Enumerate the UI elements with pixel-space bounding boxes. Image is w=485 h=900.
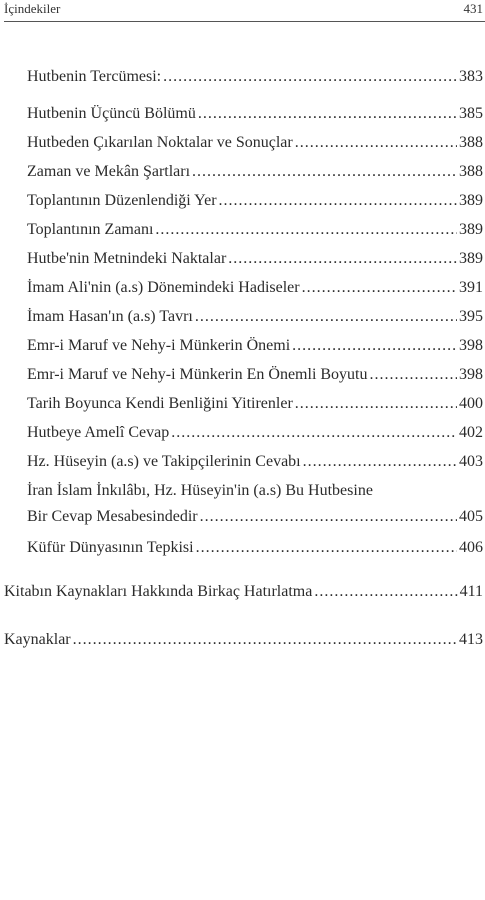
toc-entry-page: 388 (459, 134, 483, 151)
header-page-number: 431 (463, 1, 483, 16)
toc-entry-title: Hutbenin Üçüncü Bölümü (27, 105, 196, 122)
dot-leader (314, 581, 457, 603)
dot-leader (163, 66, 457, 88)
toc-entry[interactable] (27, 422, 483, 444)
toc-entry-title: Hutbe'nin Metnindeki Naktalar (27, 250, 227, 267)
toc-entry-page: 389 (459, 192, 483, 209)
toc-entry[interactable] (27, 364, 483, 386)
dot-leader (171, 422, 457, 444)
toc-entry-page: 402 (459, 424, 483, 441)
dot-leader (192, 161, 457, 183)
toc-top-entry[interactable] (4, 581, 483, 603)
dot-leader (370, 364, 458, 386)
toc-entry-title: Emr-i Maruf ve Nehy-i Münkerin En Önemli Boyutu (27, 366, 368, 383)
dot-leader (303, 451, 457, 473)
toc-entry-title: Hutbeye Amelî Cevap (27, 424, 170, 441)
toc-entry[interactable] (27, 190, 483, 212)
toc-entry[interactable] (27, 248, 483, 270)
dot-leader (295, 393, 457, 415)
toc-entry-page: 406 (459, 539, 483, 556)
toc-entry[interactable] (27, 219, 483, 241)
toc-entry-page: 403 (459, 453, 483, 470)
toc-entry[interactable] (27, 306, 483, 328)
toc-entry-page: 391 (459, 279, 483, 296)
toc-entry-title: Toplantının Düzenlendiği Yer (27, 192, 217, 209)
toc-entry-page: 385 (459, 105, 483, 122)
header-title: İçindekiler (4, 1, 61, 16)
toc-entry-page: 389 (459, 250, 483, 267)
toc-entry-title: Tarih Boyunca Kendi Benliğini Yitirenler (27, 395, 293, 412)
toc-entry-title: Emr-i Maruf ve Nehy-i Münkerin Önemi (27, 337, 291, 354)
dot-leader (295, 132, 457, 154)
dot-leader (195, 306, 457, 328)
toc-entry-title: Hz. Hüseyin (a.s) ve Takipçilerinin Cevabı (27, 453, 301, 470)
dot-leader (155, 219, 457, 241)
toc-entry-title: Küfür Dünyasının Tepkisi (27, 539, 194, 556)
toc-entry-title: Zaman ve Mekân Şartları (27, 163, 191, 180)
dot-leader (200, 506, 457, 528)
toc-entry[interactable] (27, 277, 483, 299)
toc-entry-page: 395 (459, 308, 483, 325)
toc-entry-title-line1: İran İslam İnkılâbı, Hz. Hüseyin'in (a.s) Bu Hutbesine (27, 482, 373, 499)
toc-entry-page: 411 (459, 583, 483, 600)
toc-entry[interactable] (27, 451, 483, 473)
toc-entry-title-line2: Bir Cevap Mesabesindedir (27, 508, 198, 525)
toc-entry-page: 398 (459, 337, 483, 354)
toc-entry[interactable] (27, 537, 483, 559)
dot-leader (219, 190, 457, 212)
toc-top-entry[interactable] (4, 629, 483, 651)
toc-entry-page: 388 (459, 163, 483, 180)
toc-entry[interactable] (27, 335, 483, 357)
dot-leader (292, 335, 457, 357)
toc-entry-page: 383 (459, 68, 483, 85)
toc-entry[interactable] (27, 393, 483, 415)
toc-entry[interactable] (27, 161, 483, 183)
dot-leader (196, 537, 457, 559)
dot-leader (302, 277, 457, 299)
toc-entry[interactable] (27, 103, 483, 125)
toc-entry-page: 389 (459, 221, 483, 238)
dot-leader (73, 629, 457, 651)
running-header (4, 0, 485, 22)
toc-entry[interactable] (27, 66, 483, 88)
toc-entry-title: İmam Hasan'ın (a.s) Tavrı (27, 308, 193, 325)
toc-entry[interactable] (27, 132, 483, 154)
toc-entry-page: 413 (459, 631, 483, 648)
toc-entry-title: İmam Ali'nin (a.s) Dönemindeki Hadiseler (27, 279, 300, 296)
toc-entry-title: Toplantının Zamanı (27, 221, 154, 238)
toc-entry-title: Hutbeden Çıkarılan Noktalar ve Sonuçlar (27, 134, 293, 151)
toc-entry-title: Kitabın Kaynakları Hakkında Birkaç Hatırlatma (4, 583, 313, 600)
toc-entry-page: 398 (459, 366, 483, 383)
toc-entry-title: Hutbenin Tercümesi: (27, 68, 162, 85)
toc-entry-title: Kaynaklar (4, 631, 71, 648)
toc-entry-page: 405 (459, 508, 483, 525)
dot-leader (228, 248, 457, 270)
toc-entry[interactable] (27, 480, 483, 528)
dot-leader (198, 103, 457, 125)
toc-entry-page: 400 (459, 395, 483, 412)
